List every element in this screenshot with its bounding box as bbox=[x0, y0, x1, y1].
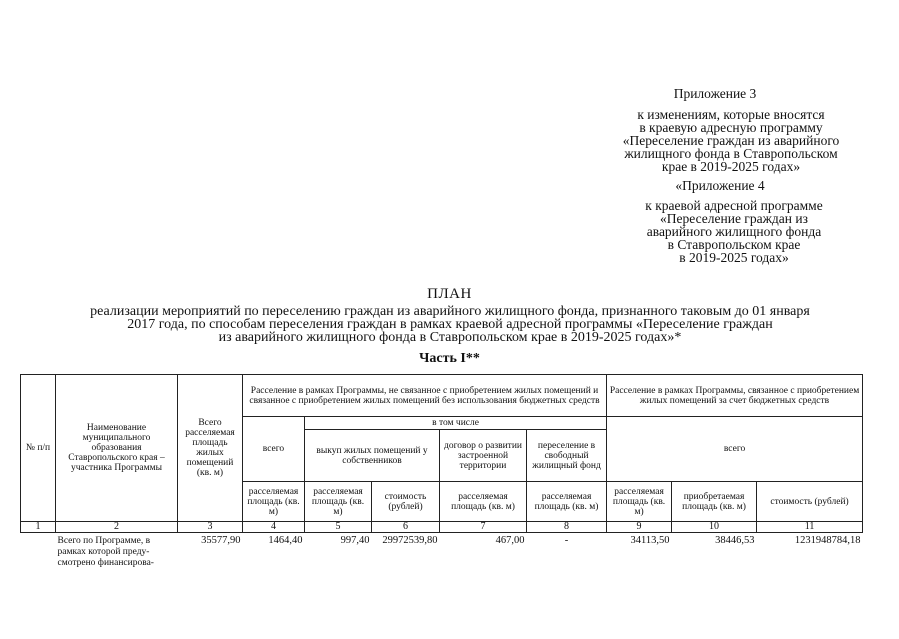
header-vsego-budget: всего bbox=[607, 417, 863, 482]
plan-subtitle bbox=[40, 305, 860, 344]
header-area-acquired: приобретаемая площадь (кв. м) bbox=[672, 482, 757, 522]
appendix-3-text bbox=[592, 108, 870, 173]
cell-num bbox=[21, 533, 56, 573]
header-area-resettled: расселяемая площадь (кв. м) bbox=[440, 482, 527, 522]
plan-subtitle-line: реализации мероприятий по переселению граждан из аварийного жилищного фонда, признанного таковым до 01 января bbox=[90, 304, 810, 319]
cell-c9: 34113,50 bbox=[630, 535, 670, 546]
header-free-fund: переселение в свободный жилищный фонд bbox=[527, 430, 607, 482]
part-title: Часть I** bbox=[419, 351, 480, 366]
col-number: 7 bbox=[440, 522, 527, 533]
cell-c11: 1231948784,18 bbox=[794, 535, 861, 546]
col-number: 11 bbox=[757, 522, 863, 533]
header-group-no-budget: Расселение в рамках Программы, не связанное с приобретением жилых помещений и связанное с приобретением жилых помещений без использования бюджетных средств bbox=[243, 375, 607, 417]
col-number: 6 bbox=[372, 522, 440, 533]
col-number: 8 bbox=[527, 522, 607, 533]
cell-c8: - bbox=[564, 535, 569, 546]
header-num: № п/п bbox=[21, 375, 56, 522]
col-number: 1 bbox=[21, 522, 56, 533]
cell-c10: 38446,53 bbox=[715, 535, 755, 546]
appendix-4-text bbox=[615, 199, 853, 264]
appendix-4-line: к краевой адресной программе bbox=[645, 198, 823, 213]
plan-subtitle-line: из аварийного жилищного фонда в Ставропольском крае в 2019-2025 годах»* bbox=[218, 330, 682, 345]
cell-total-area: 35577,90 bbox=[201, 535, 241, 546]
header-cost: стоимость (рублей) bbox=[757, 482, 863, 522]
appendix-3-line: к изменениям, которые вносятся bbox=[637, 107, 825, 122]
header-area-resettled: расселяемая площадь (кв. м) bbox=[607, 482, 672, 522]
cell-name: Всего по Программе, в рамках которой преду-смотрено финансирова- bbox=[57, 536, 154, 568]
table-row bbox=[21, 533, 863, 573]
appendix-4-line: в 2019-2025 годах» bbox=[679, 250, 789, 265]
header-total-area: Всего расселяемая площадь жилых помещений (кв. м) bbox=[178, 375, 243, 522]
appendix-3-line: в краевую адресную программу bbox=[639, 120, 823, 135]
header-agreement: договор о развитии застроенной территории bbox=[440, 430, 527, 482]
header-vsego: всего bbox=[243, 417, 305, 482]
col-number: 9 bbox=[607, 522, 672, 533]
cell-c4: 1464,40 bbox=[268, 535, 303, 546]
appendix-4-line: в Ставропольском крае bbox=[667, 237, 801, 252]
plan-subtitle-line: 2017 года, по способам переселения граждан в рамках краевой адресной программы «Переселение граждан bbox=[127, 317, 773, 332]
header-area-resettled: расселяемая площадь (кв. м) bbox=[243, 482, 305, 522]
col-number: 4 bbox=[243, 522, 305, 533]
appendix-3-line: крае в 2019-2025 годах» bbox=[661, 159, 801, 174]
header-in-that-number: в том числе bbox=[305, 417, 607, 430]
appendix-4-title: «Приложение 4 bbox=[675, 178, 765, 193]
col-number: 2 bbox=[56, 522, 178, 533]
col-number: 10 bbox=[672, 522, 757, 533]
header-area-resettled: расселяемая площадь (кв. м) bbox=[305, 482, 372, 522]
appendix-4-line: «Переселение граждан из bbox=[660, 211, 808, 226]
appendix-4-line: аварийного жилищного фонда bbox=[646, 224, 822, 239]
header-name: Наименование муниципального образования Ставропольского края – участника Программы bbox=[56, 375, 178, 522]
header-area-resettled: расселяемая площадь (кв. м) bbox=[527, 482, 607, 522]
appendix-3-line: жилищного фонда в Ставропольском bbox=[624, 146, 838, 161]
header-group-budget: Расселение в рамках Программы, связанное с приобретением жилых помещений за счет бюджетных средств bbox=[607, 375, 863, 417]
header-buyout: выкуп жилых помещений у собственников bbox=[305, 430, 440, 482]
appendix-3-title: Приложение 3 bbox=[673, 86, 757, 101]
cell-c5: 997,40 bbox=[340, 535, 370, 546]
plan-title: ПЛАН bbox=[427, 286, 472, 302]
col-number: 3 bbox=[178, 522, 243, 533]
cell-c6: 29972539,80 bbox=[382, 535, 438, 546]
appendix-3-line: «Переселение граждан из аварийного bbox=[622, 133, 840, 148]
header-cost: стоимость (рублей) bbox=[372, 482, 440, 522]
col-number: 5 bbox=[305, 522, 372, 533]
plan-table bbox=[20, 374, 863, 572]
cell-c7: 467,00 bbox=[495, 535, 525, 546]
